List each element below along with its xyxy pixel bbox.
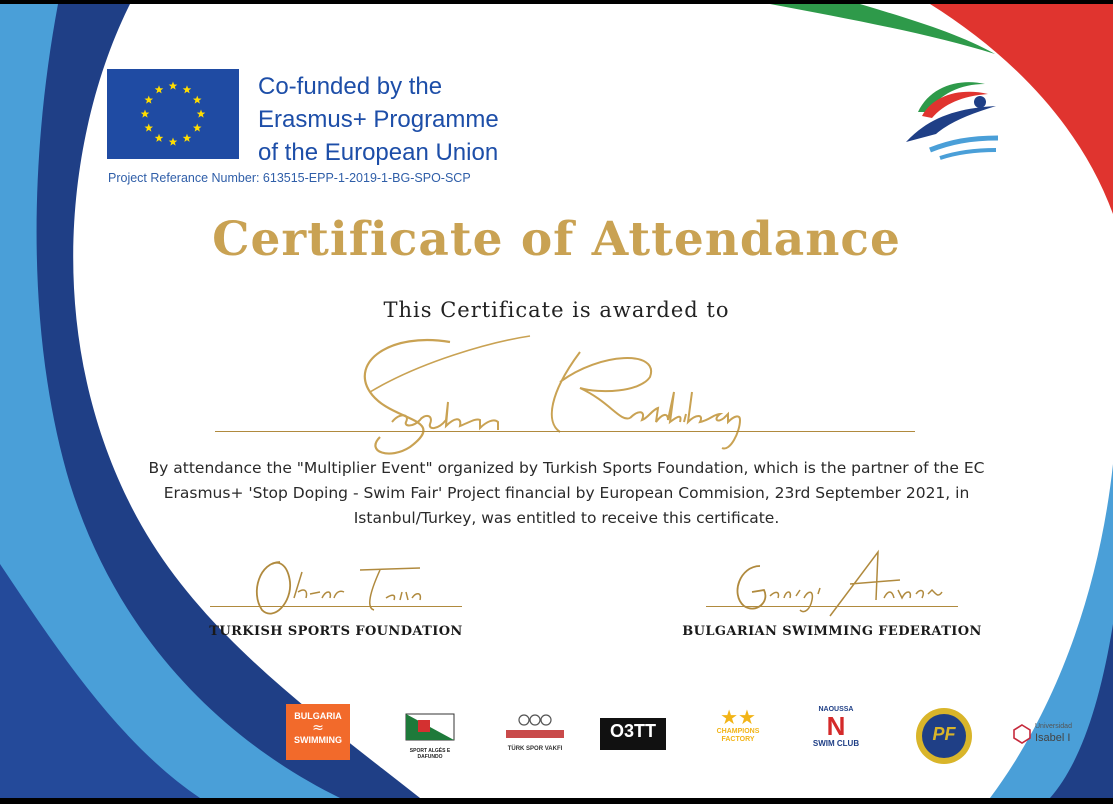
- wave-icon: ≈: [312, 720, 324, 736]
- recipient-signature-text: Seckin Renklibay: [330, 322, 339, 323]
- eu-line-3: of the European Union: [258, 139, 499, 166]
- isabel-line-1: Universidad: [1035, 723, 1072, 730]
- bulgaria-swimming-line-1: BULGARIA: [294, 711, 342, 721]
- bulgaria-swimming-line-2: SWIMMING: [294, 735, 342, 745]
- isabel-emblem-icon: [1012, 724, 1032, 744]
- bulgaria-swimming-logo: [286, 704, 350, 760]
- certificate-page: [0, 4, 1113, 798]
- signature-1-text: Oktar Tertemiz: [210, 552, 218, 553]
- naoussa-n-letter: N: [826, 711, 846, 741]
- champions-factory-logo: [708, 706, 768, 762]
- stars-icon: ★★: [720, 705, 756, 729]
- eu-line-2: Erasmus+ Programme: [258, 106, 499, 133]
- champions-factory-line-2: FACTORY: [721, 736, 755, 743]
- signature-line-2: [706, 606, 958, 607]
- awarded-to-text: This Certificate is awarded to: [383, 298, 730, 322]
- pf-logo: [914, 706, 974, 766]
- olympic-rings-icon: [500, 712, 570, 742]
- turk-spor-vakfi-logo: [500, 712, 570, 756]
- certificate-title: Certificate of Attendance: [212, 212, 901, 267]
- eu-line-1: Co-funded by the: [258, 73, 443, 100]
- turk-spor-vakfi-label: TÜRK SPOR VAKFI: [507, 746, 563, 752]
- flag-emblem-icon: [402, 712, 458, 744]
- isabel-line-2: Isabel I: [1035, 732, 1071, 744]
- project-reference-number: Project Referance Number: 613515-EPP-1-2019-1-BG-SPO-SCP: [108, 171, 471, 185]
- organization-turkish-sports-foundation: TURKISH SPORTS FOUNDATION: [209, 624, 463, 639]
- certificate-body-text: By attendance the "Multiplier Event" organized by Turkish Sports Foundation, which is the partner of the EC Erasmus+ 'Stop Doping - Swim Fair' Project financial by European Commision, 23rd September 2021, in Istanbul/Turkey, was entitled to receive this certificate.: [148, 459, 985, 527]
- recipient-signature: [330, 322, 800, 462]
- recipient-signature-line: [215, 431, 915, 432]
- naoussa-label: NAOUSSA: [818, 706, 854, 713]
- eu-flag-icon: [107, 69, 239, 159]
- signature-2-text: Georgi Avramchev: [700, 544, 710, 545]
- signature-georgi-avramchev: [700, 544, 970, 624]
- signature-oktar-tertemiz: [210, 552, 470, 622]
- sport-alges-label: SPORT ALGÉS E DAFUNDO: [409, 748, 451, 760]
- swim-club-label: SWIM CLUB: [812, 739, 860, 748]
- o3tt-logo: [600, 718, 666, 750]
- erasmus-funding-text: [258, 70, 499, 169]
- naoussa-swim-club-logo: [804, 706, 868, 764]
- universidad-isabel-logo: [1012, 722, 1082, 748]
- swimmer-logo-icon: [900, 72, 1005, 162]
- sport-alges-logo: [400, 712, 460, 760]
- champions-factory-line-1: CHAMPIONS: [716, 728, 760, 735]
- signature-line-1: [210, 606, 462, 607]
- organization-bulgarian-swimming-federation: BULGARIAN SWIMMING FEDERATION: [682, 624, 982, 639]
- pf-label: PF: [932, 724, 956, 744]
- o3tt-label: O3TT: [609, 721, 656, 741]
